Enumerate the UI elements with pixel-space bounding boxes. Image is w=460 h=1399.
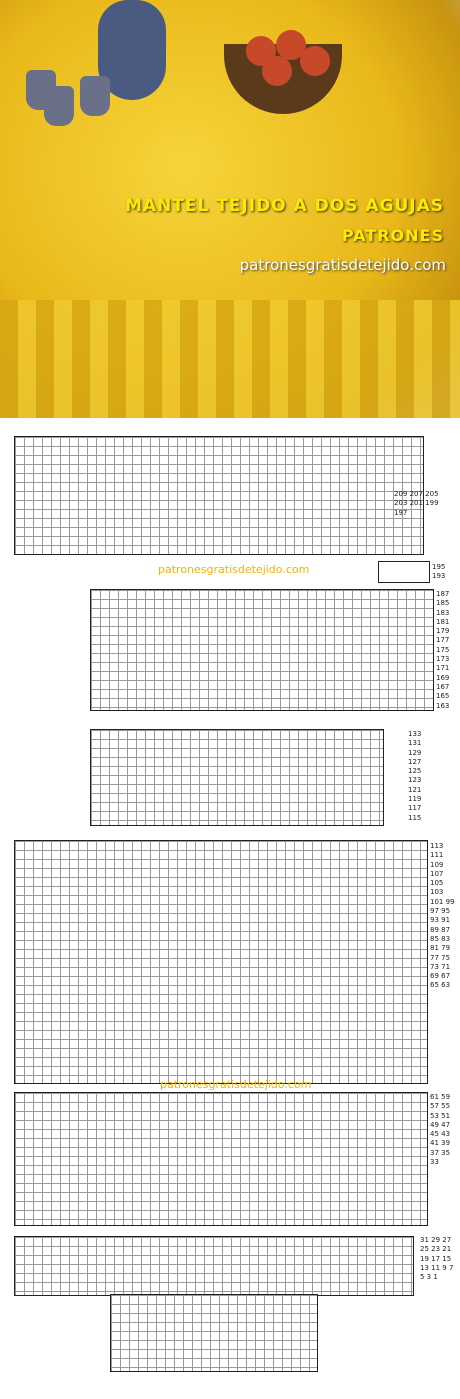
cup: [80, 76, 110, 116]
cup: [44, 86, 74, 126]
watermark: patronesgratisdetejido.com: [160, 1078, 312, 1091]
chart-6a: [14, 1236, 414, 1296]
lace-fringe: [0, 300, 460, 418]
pattern-title: MANTEL TEJIDO A DOS AGUJAS: [124, 196, 444, 216]
chart-6b: [110, 1294, 318, 1372]
row-numbers-6: 31 29 27 25 23 21 19 17 15 13 11 9 7 5 3 1: [420, 1236, 454, 1282]
tablecloth-photo: [0, 0, 460, 418]
chart-1: [14, 436, 424, 555]
row-numbers-1b: 195 193: [432, 563, 446, 581]
site-url: patronesgratisdetejido.com: [239, 256, 446, 274]
chart-1b: [378, 561, 430, 583]
row-numbers-4: 113 111 109 107 105 103 101 99 97 95 93 91 89 87 85 83 81 79 77 75 73 71 69 67 65 63: [430, 842, 455, 990]
row-numbers-2: 187 185 183 181 179 177 175 173 171 169 167 165 163: [436, 590, 450, 710]
row-numbers-5: 61 59 57 55 53 51 49 47 45 43 41 39 37 35 33: [430, 1093, 451, 1167]
pattern-subtitle: PATRONES: [341, 226, 444, 245]
watermark: patronesgratisdetejido.com: [158, 563, 310, 576]
row-numbers-3: 133 131 129 127 125 123 121 119 117 115: [408, 730, 422, 822]
chart-3: [90, 729, 384, 826]
chart-2: [90, 589, 434, 711]
row-numbers-1: 209 207 205 203 201 199 197: [394, 490, 439, 517]
chart-4: [14, 840, 428, 1084]
apple: [300, 46, 330, 76]
chart-5: [14, 1092, 428, 1226]
apple: [262, 56, 292, 86]
